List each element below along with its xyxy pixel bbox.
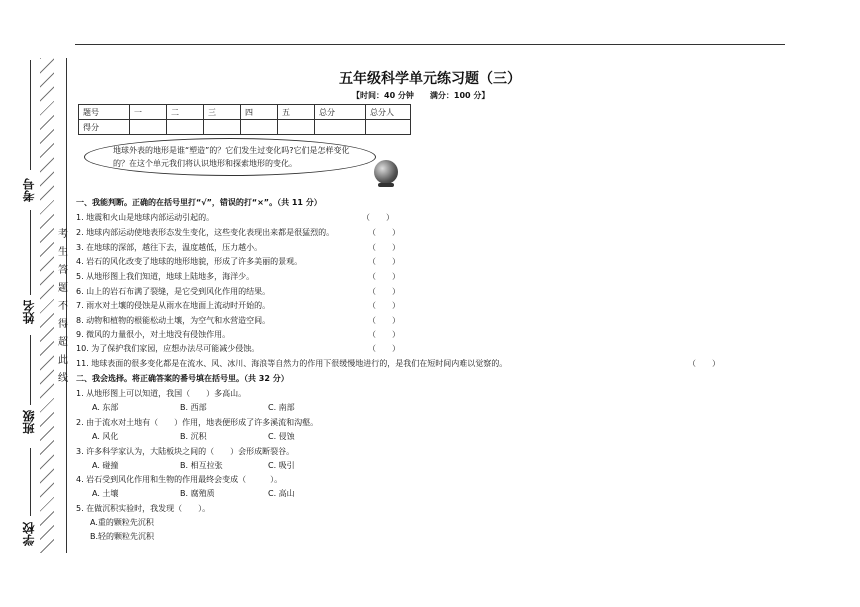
answer-paren[interactable]: （ ） [368,301,400,310]
judge-item: 6. 山上的岩石布满了裂缝，是它受到风化作用的结果。 [76,287,271,296]
answer-paren[interactable]: （ ） [368,257,400,266]
choice-option: B.轻的颗粒先沉积 [90,532,155,541]
answer-paren[interactable]: （ ） [368,287,400,296]
score-cell[interactable] [204,120,241,135]
school-rule [30,448,31,516]
choice-option: A. 土壤 [92,489,119,498]
answer-paren[interactable]: （ ） [688,359,720,368]
section1-heading: 一、我能判断。正确的在括号里打“√”，错误的打“×”。（共 11 分） [76,198,322,207]
answer-paren[interactable]: （ ） [368,243,400,252]
seal-char: 超 [58,337,68,348]
name-rule [30,210,31,295]
table-cell: 题号 [79,105,130,120]
answer-paren[interactable]: （ ） [368,316,400,325]
choice-option: A. 东部 [92,403,119,412]
choice-question: 2. 由于流水对土地有（ ）作用，地表便形成了许多溪流和沟壑。 [76,418,319,427]
table-row [79,120,411,135]
answer-paren[interactable]: （ ） [368,344,400,353]
choice-question: 1. 从地形图上可以知道，我国（ ）多高山。 [76,389,247,398]
score-cell[interactable] [278,120,315,135]
choice-option: C. 南部 [268,403,295,412]
binding-hatch [40,58,54,553]
table-cell: 五 [278,105,315,120]
seal-char: 生 [58,247,68,258]
judge-item: 3. 在地球的深部，越往下去，温度越低，压力越小。 [76,243,263,252]
globe-stand-icon [378,183,394,187]
choice-option: C. 高山 [268,489,295,498]
seal-char: 线 [58,373,68,384]
score-cell[interactable] [167,120,204,135]
answer-paren[interactable]: （ ） [368,272,400,281]
class-rule [30,335,31,405]
score-cell[interactable] [130,120,167,135]
choice-option: B. 腐殖质 [180,489,215,498]
table-cell: 总分 [315,105,366,120]
choice-option: B. 沉积 [180,432,207,441]
choice-option: C. 侵蚀 [268,432,295,441]
seal-char: 题 [58,283,68,294]
exam-meta: 【时间：40 分钟 满分：100 分】 [352,91,490,100]
top-rule [75,44,785,45]
score-cell[interactable] [366,120,411,135]
seal-char: 不 [58,301,68,312]
seal-char: 此 [58,355,68,366]
choice-option: B. 西部 [180,403,207,412]
school-label: 学校 [22,522,36,546]
globe-icon [374,160,398,184]
name-label: 姓名 [22,300,36,324]
page-title: 五年级科学单元练习题（三） [339,71,521,87]
judge-item: 4. 岩石的风化改变了地球的地形地貌，形成了许多美丽的景观。 [76,257,303,266]
seal-char: 答 [58,265,68,276]
table-cell: 总分人 [366,105,411,120]
answer-paren[interactable]: （ ） [368,330,400,339]
choice-option: B. 相互拉张 [180,461,223,470]
seal-char: 得 [58,319,68,330]
score-cell[interactable] [241,120,278,135]
judge-item: 5. 从地形图上我们知道，地球上陆地多，海洋少。 [76,272,255,281]
answer-paren[interactable]: （ ） [368,228,400,237]
judge-item: 8. 动物和植物的根能松动土壤，为空气和水营造空间。 [76,316,271,325]
table-row [79,105,411,120]
judge-item: 10. 为了保护我们家园，应想办法尽可能减少侵蚀。 [76,344,260,353]
table-cell: 一 [130,105,167,120]
score-table [78,104,411,135]
seal-char: 考 [58,229,68,240]
choice-question: 4. 岩石受到风化作用和生物的作用最终会变成（ ）。 [76,475,283,484]
choice-option: A.重的颗粒先沉积 [90,518,154,527]
table-cell: 四 [241,105,278,120]
exam-no-label: 考号 [22,178,36,202]
table-cell: 得分 [79,120,130,135]
score-cell[interactable] [315,120,366,135]
judge-item: 9. 微风的力量很小，对土地没有侵蚀作用。 [76,330,231,339]
intro-text: 地球外表的地形是谁“塑造”的？它们发生过变化吗?它们是怎样变化的？在这个单元我们将认识地形和探索地形的变化。 [113,146,350,168]
choice-option: A. 风化 [92,432,119,441]
class-label: 班级 [22,410,36,434]
answer-paren[interactable]: （ ） [362,213,394,222]
choice-option: C. 吸引 [268,461,295,470]
judge-item: 11. 地球表面的很多变化都是在流水、风、冰川、海浪等自然力的作用下很缓慢地进行的，是我们在短时间内难以觉察的。 [76,359,508,368]
choice-option: A. 碰撞 [92,461,119,470]
intro-bubble [84,138,376,176]
table-cell: 二 [167,105,204,120]
judge-item: 7. 雨水对土壤的侵蚀是从雨水在地面上流动时开始的。 [76,301,271,310]
section2-heading: 二、我会选择。将正确答案的番号填在括号里。（共 32 分） [76,374,289,383]
table-cell: 三 [204,105,241,120]
judge-item: 1. 地震和火山是地球内部运动引起的。 [76,213,215,222]
choice-question: 5. 在做沉积实验时，我发现（ ）。 [76,504,211,513]
choice-question: 3. 许多科学家认为，大陆板块之间的（ ）会形成断裂谷。 [76,447,295,456]
judge-item: 2. 地球内部运动使地表形态发生变化，这些变化表现出来都是很猛烈的。 [76,228,335,237]
exam-no-rule [30,60,31,170]
